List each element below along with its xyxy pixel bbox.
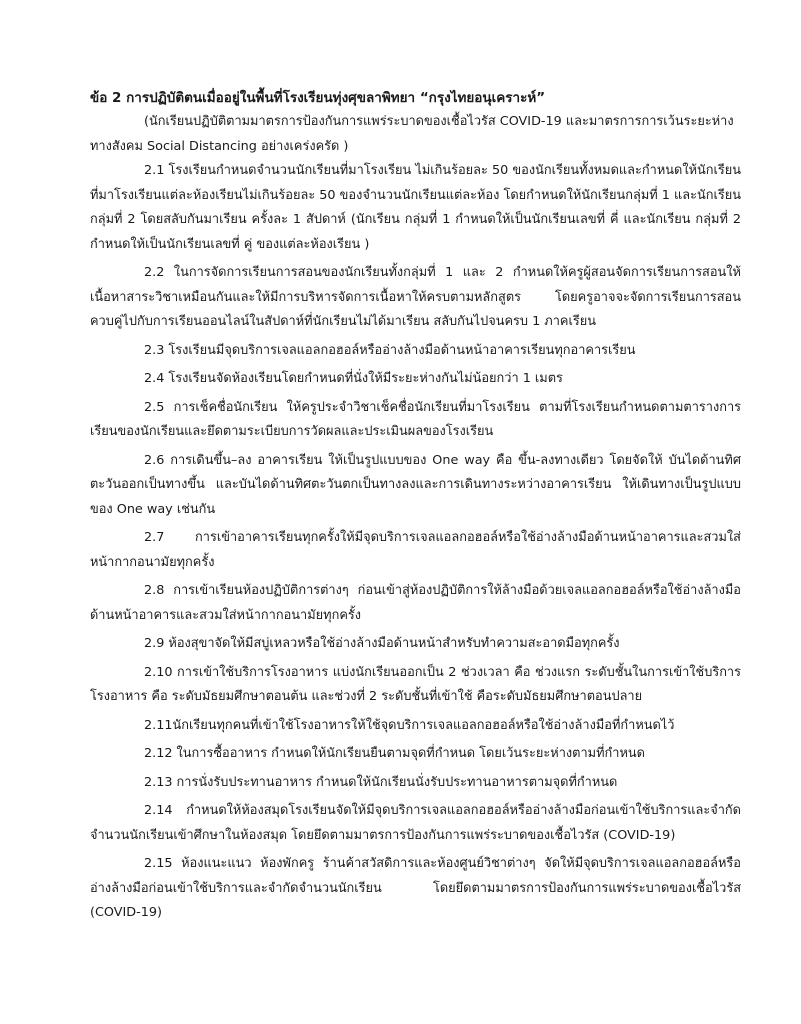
section-heading: ข้อ 2 การปฏิบัติตนเมื่ออยู่ในพื้นที่โรงเรียนทุ่งศุขลาพิทยา “กรุงไทยอนุเคราะห์” <box>90 90 546 106</box>
item-2-3: 2.3 โรงเรียนมีจุดบริการเจลแอลกอฮอล์หรืออ่างล้างมือด้านหน้าอาคารเรียนทุกอาคารเรียน <box>144 342 636 358</box>
item-2-6: 2.6 การเดินขึ้น–ลง อาคารเรียน ให้เป็นรูปแบบของ One way คือ ขึ้น-ลงทางเดียว โดยจัดให้ บันไดด้านทิศตะวันออกเป็นทางขึ้น และบันไดด้านทิศตะวันตกเป็นทางลงและการเดินทางระหว่างอาคารเรียน ให้เดินทางเป็นรูปแบบของ One way เช่นกัน <box>90 452 741 517</box>
item-2-13: 2.13 การนั่งรับประทานอาหาร กำหนดให้นักเรียนนั่งรับประทานอาหารตามจุดที่กำหนด <box>144 774 618 790</box>
item-list <box>90 159 741 926</box>
item-2-4: 2.4 โรงเรียนจัดห้องเรียนโดยกำหนดที่นั่งให้มีระยะห่างกันไม่น้อยกว่า 1 เมตร <box>144 371 563 386</box>
item-2-12: 2.12 ในการซื้ออาหาร กำหนดให้นักเรียนยืนตามจุดที่กำหนด โดยเว้นระยะห่างตามที่กำหนด <box>144 746 645 761</box>
item-2-5: 2.5 การเช็คชื่อนักเรียน ให้ครูประจำวิชาเช็คชื่อนักเรียนที่มาโรงเรียน ตามที่โรงเรียนกำหนดตามตารางการเรียนของนักเรียนและยึดตามระเบียบการวัดผลและประเมินผลของโรงเรียน <box>90 399 741 439</box>
item-2-7: 2.7 การเข้าอาคารเรียนทุกครั้งให้มีจุดบริการเจลแอลกอฮอล์หรือใช้อ่างล้างมือด้านหน้าอาคารและสวมใส่หน้ากากอนามัยทุกครั้ง <box>90 530 741 570</box>
item-2-8: 2.8 การเข้าเรียนห้องปฏิบัติการต่างๆ ก่อนเข้าสู่ห้องปฏิบัติการให้ล้างมือด้วยเจลแอลกอฮอล์หรือใช้อ่างล้างมือด้านหน้าอาคารและสวมใส่หน้ากากอนามัยทุกครั้ง <box>90 583 741 623</box>
item-2-2: 2.2 ในการจัดการเรียนการสอนของนักเรียนทั้งกลุ่มที่ 1 และ 2 กำหนดให้ครูผู้สอนจัดการเรียนการสอนให้เนื้อหาสาระวิชาเหมือนกันและให้มีการบริหารจัดการเนื้อหาให้ครบตามหลักสูตร โดยครูอาจจะจัดการเรียนการสอนควบคู่ไปกับการเรียนออนไลน์ในสัปดาห์ที่นักเรียนไม่ได้มาเรียน สลับกันไปจนครบ 1 ภาคเรียน <box>90 265 741 329</box>
intro-paragraph: (นักเรียนปฏิบัติตามมาตรการป้องกันการแพร่ระบาดของเชื้อไวรัส COVID-19 และมาตรการการเว้นระยะห่างทางสังคม Social Distancing อย่างเคร่งครัด ) <box>90 114 734 154</box>
item-2-9: 2.9 ห้องสุขาจัดให้มีสบู่เหลวหรือใช้อ่างล้างมือด้านหน้าสำหรับทำความสะอาดมือทุกครั้ง <box>144 636 620 651</box>
item-2-10: 2.10 การเข้าใช้บริการโรงอาหาร แบ่งนักเรียนออกเป็น 2 ช่วงเวลา คือ ช่วงแรก ระดับชั้นในการเข้าใช้บริการโรงอาหาร คือ ระดับมัธยมศึกษาตอนต้น และช่วงที่ 2 ระดับชั้นที่เข้าใช้ คือระดับมัธยมศึกษาตอนปลาย <box>90 664 741 704</box>
item-2-1: 2.1 โรงเรียนกำหนดจำนวนนักเรียนที่มาโรงเรียน ไม่เกินร้อยละ 50 ของนักเรียนทั้งหมดและกำหนดให้นักเรียนที่มาโรงเรียนแต่ละห้องเรียนไม่เกินร้อยละ 50 ของจำนวนนักเรียนแต่ละห้อง โดยกำหนดให้นักเรียนกลุ่มที่ 1 และนักเรียน กลุ่มที่ 2 โดยสลับกันมาเรียน ครั้งละ 1 สัปดาห์ (นักเรียน กลุ่มที่ 1 กำหนดให้เป็นนักเรียนเลขที่ คี่ และนักเรียน กลุ่มที่ 2 กำหนดให้เป็นนักเรียนเลขที่ คู่ ของแต่ละห้องเรียน ) <box>90 163 741 252</box>
item-2-15: 2.15 ห้องแนะแนว ห้องพักครู ร้านค้าสวัสดิการและห้องศูนย์วิชาต่างๆ จัดให้มีจุดบริการเจลแอลกอฮอล์หรืออ่างล้างมือก่อนเข้าใช้บริการและจำกัดจำนวนนักเรียน โดยยึดตามมาตรการป้องกันการแพร่ระบาดของเชื้อไวรัส (COVID-19) <box>90 856 741 920</box>
item-2-14: 2.14 กำหนดให้ห้องสมุดโรงเรียนจัดให้มีจุดบริการเจลแอลกอฮอล์หรืออ่างล้างมือก่อนเข้าใช้บริการและจำกัดจำนวนนักเรียนเข้าศึกษาในห้องสมุด โดยยึดตามมาตรการป้องกันการแพร่ระบาดของเชื้อไวรัส (COVID-19) <box>90 803 741 843</box>
item-2-11: 2.11นักเรียนทุกคนที่เข้าใช้โรงอาหารให้ใช้จุดบริการเจลแอลกอฮอล์หรือใช้อ่างล้างมือที่กำหนดไว้ <box>144 717 675 733</box>
